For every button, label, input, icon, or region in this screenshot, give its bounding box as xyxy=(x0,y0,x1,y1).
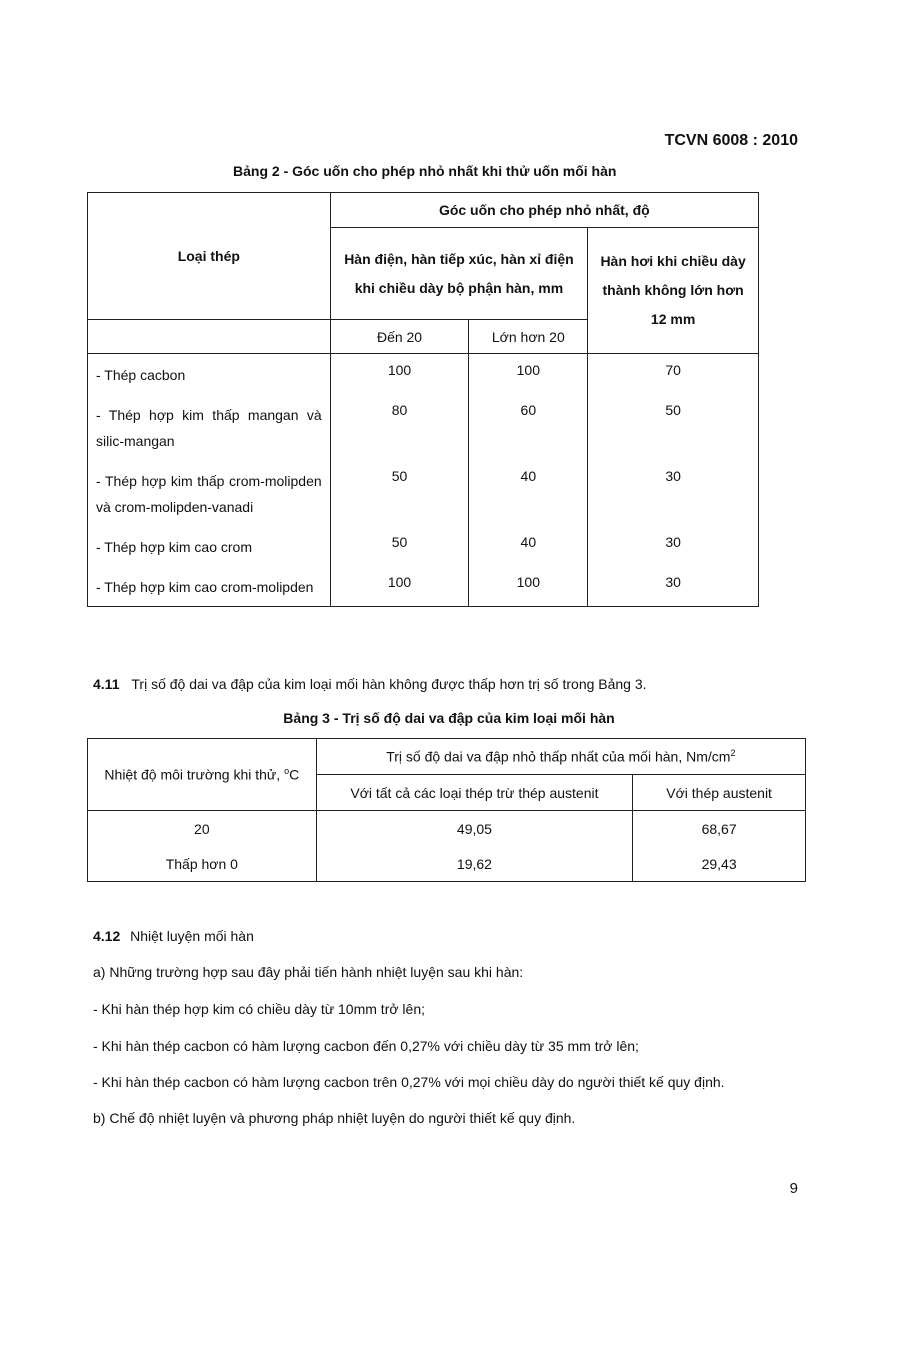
col-header-electric: Hàn điện, hàn tiếp xúc, hàn xỉ điện khi chiều dày bộ phận hàn, mm xyxy=(330,228,588,320)
bend-angle-table xyxy=(87,192,759,607)
item-b: b) Chế độ nhiệt luyện và phương pháp nhiệt luyện do người thiết kế quy định. xyxy=(93,1110,576,1126)
cell-upto20: 100 xyxy=(330,354,469,395)
item-a: a) Những trường hợp sau đây phải tiến hành nhiệt luyện sau khi hàn: xyxy=(93,964,524,980)
section-title: Nhiệt luyện mối hàn xyxy=(130,928,254,944)
cell-over20: 60 xyxy=(469,394,588,460)
section-4-12-heading xyxy=(93,928,254,944)
row-label: - Thép hợp kim cao crom xyxy=(88,526,331,566)
col-header-temperature: Nhiệt độ môi trường khi thử, $^o$C xyxy=(88,739,317,811)
cell-temperature: 20 xyxy=(88,811,317,848)
col-header-impact-group: Trị số độ dai va đập nhỏ thấp nhất của mối hàn, $Nm/cm^2$ xyxy=(316,739,805,775)
cell-temperature: Thấp hơn 0 xyxy=(88,847,317,882)
cell-over20: 100 xyxy=(469,354,588,395)
table2-caption: Bảng 2 - Góc uốn cho phép nhỏ nhất khi thử uốn mối hàn xyxy=(233,163,617,179)
row-label: - Thép hợp kim thấp mangan và silic-mangan xyxy=(88,394,331,460)
table3-caption: Bảng 3 - Trị số độ dai va đập của kim loại mối hàn xyxy=(283,710,615,726)
cell-non-austenitic: 19,62 xyxy=(316,847,633,882)
cell-non-austenitic: 49,05 xyxy=(316,811,633,848)
col-header-over20: Lớn hơn 20 xyxy=(469,320,588,354)
section-number: 4.11 xyxy=(93,676,120,692)
cell-upto20: 50 xyxy=(330,526,469,566)
col-header-non-austenitic: Với tất cả các loại thép trừ thép austenit xyxy=(316,775,633,811)
col-header-austenitic: Với thép austenit xyxy=(633,775,806,811)
cell-gas: 30 xyxy=(588,566,759,607)
col-header-gas: Hàn hơi khi chiều dày thành không lớn hơn 12 mm xyxy=(588,228,759,354)
section-4-11 xyxy=(93,676,647,692)
bullet-item: - Khi hàn thép cacbon có hàm lượng cacbon trên 0,27% với mọi chiều dày do người thiết kế quy định. xyxy=(93,1074,725,1090)
header-blank-cell xyxy=(88,320,331,354)
section-number: 4.12 xyxy=(93,928,121,944)
cell-gas: 70 xyxy=(588,354,759,395)
cell-upto20: 50 xyxy=(330,460,469,526)
bullet-item: - Khi hàn thép hợp kim có chiều dày từ 10mm trở lên; xyxy=(93,1001,425,1017)
cell-over20: 100 xyxy=(469,566,588,607)
cell-over20: 40 xyxy=(469,460,588,526)
row-label: - Thép hợp kim thấp crom-molipden và crom-molipden-vanadi xyxy=(88,460,331,526)
cell-austenitic: 68,67 xyxy=(633,811,806,848)
bullet-item: - Khi hàn thép cacbon có hàm lượng cacbon đến 0,27% với chiều dày từ 35 mm trở lên; xyxy=(93,1038,639,1054)
cell-gas: 30 xyxy=(588,460,759,526)
cell-upto20: 80 xyxy=(330,394,469,460)
cell-austenitic: 29,43 xyxy=(633,847,806,882)
cell-over20: 40 xyxy=(469,526,588,566)
col-header-upto20: Đến 20 xyxy=(330,320,469,354)
cell-gas: 30 xyxy=(588,526,759,566)
col-header-group: Góc uốn cho phép nhỏ nhất, độ xyxy=(330,193,758,228)
standard-code: TCVN 6008 : 2010 xyxy=(664,132,798,149)
section-text: Trị số độ dai va đập của kim loại mối hàn không được thấp hơn trị số trong Bảng 3. xyxy=(131,676,647,692)
cell-upto20: 100 xyxy=(330,566,469,607)
page-number: 9 xyxy=(789,1180,798,1197)
cell-gas: 50 xyxy=(588,394,759,460)
row-label: - Thép cacbon xyxy=(88,354,331,395)
impact-toughness-table xyxy=(87,738,806,882)
row-label: - Thép hợp kim cao crom-molipden xyxy=(88,566,331,607)
col-header-steel: Loại thép xyxy=(88,193,331,320)
